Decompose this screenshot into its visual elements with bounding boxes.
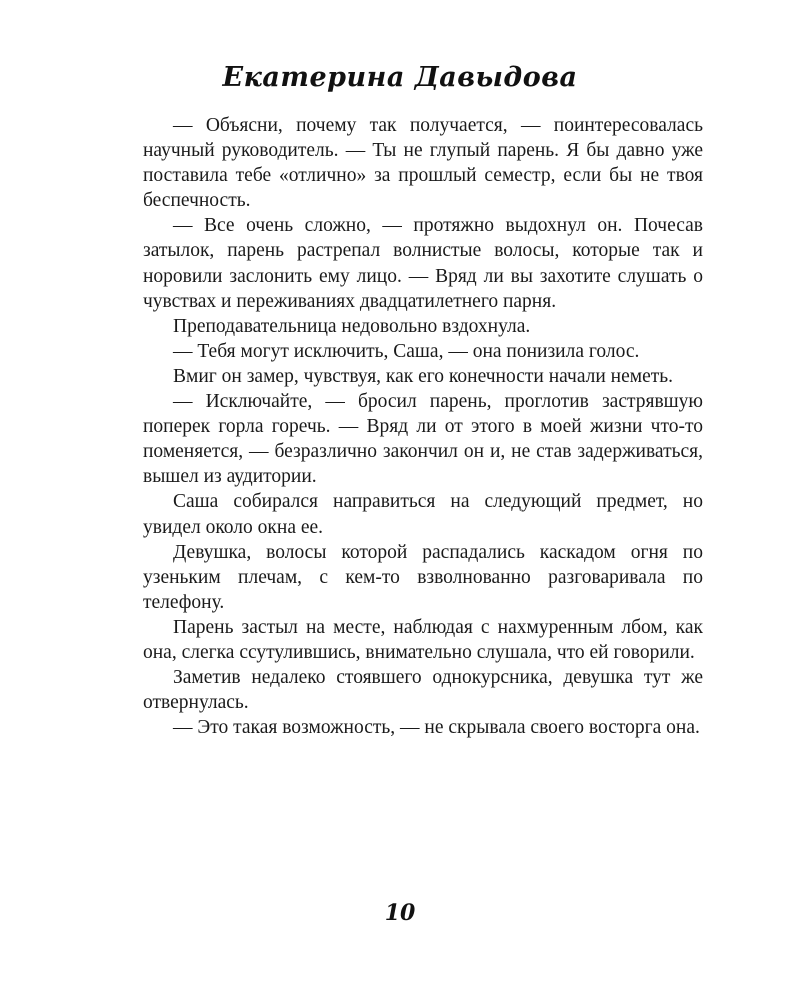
body-text xyxy=(143,113,703,740)
paragraph: Преподавательница недовольно вздохнула. xyxy=(173,315,531,337)
paragraph: — Исключайте, — бросил парень, проглотив застрявшую поперек горла горечь. — Вряд ли от этого в моей жизни что-то поменяется, — безразлично закончил он и, не став задерживаться, вышел из аудитории. xyxy=(143,391,703,488)
paragraph: Парень застыл на месте, наблюдая с нахмуренным лбом, как она, слегка ссутулившись, внимательно слушала, что ей говорили. xyxy=(143,616,703,663)
paragraph: — Объясни, почему так получается, — поинтересовалась научный руководитель. — Ты не глупый парень. Я бы давно уже поставила тебе «отлично» за прошлый семестр, если бы не твоя беспечность. xyxy=(143,115,703,212)
page-number: 10 xyxy=(384,900,416,926)
running-header-author: Екатерина Давыдова xyxy=(222,62,578,93)
paragraph: Саша собирался направиться на следующий предмет, но увидел около окна ее. xyxy=(143,491,703,538)
paragraph: Девушка, волосы которой распадались каскадом огня по узеньким плечам, с кем-то взволнованно разговаривала по телефону. xyxy=(143,541,703,613)
paragraph: Вмиг он замер, чувствуя, как его конечности начали неметь. xyxy=(173,365,674,387)
paragraph: — Это такая возможность, — не скрывала своего восторга она. xyxy=(173,717,700,739)
paragraph: — Все очень сложно, — протяжно выдохнул он. Почесав затылок, парень растрепал волнистые волосы, которые так и норовили заслонить ему лицо. — Вряд ли вы захотите слушать о чувствах и переживаниях двадцатилетнего парня. xyxy=(143,215,703,312)
paragraph: Заметив недалеко стоявшего однокурсника, девушка тут же отвернулась. xyxy=(143,667,703,714)
paragraph: — Тебя могут исключить, Саша, — она понизила голос. xyxy=(173,340,640,362)
